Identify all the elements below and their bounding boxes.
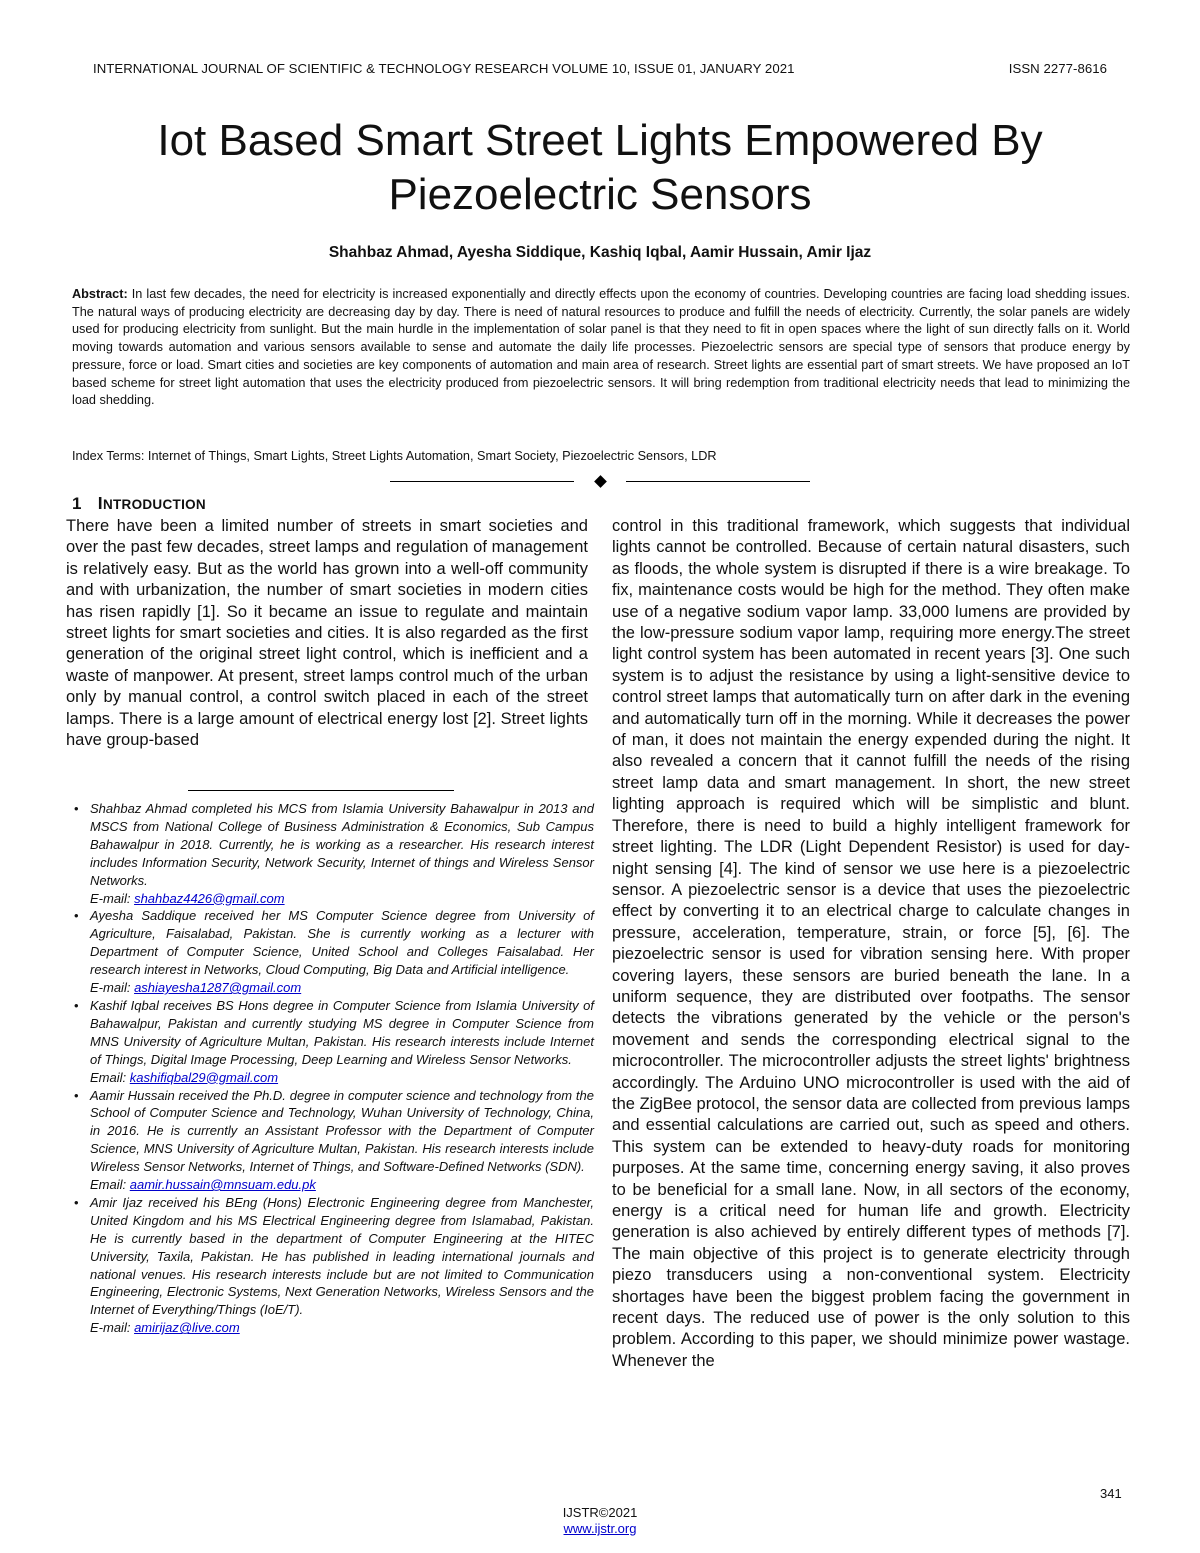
footnote-list <box>72 800 594 1337</box>
section-title-initial: I <box>97 493 103 513</box>
title-line-1: Iot Based Smart Street Lights Empowered By <box>157 116 1043 165</box>
section-title-rest: NTRODUCTION <box>102 497 206 512</box>
section-heading <box>72 493 206 514</box>
index-terms <box>72 449 1130 463</box>
author-list: Shahbaz Ahmad, Ayesha Siddique, Kashiq Iqbal, Aamir Hussain, Amir Ijaz <box>328 244 872 261</box>
bullet-icon: • <box>74 1194 79 1210</box>
bullet-icon: • <box>74 908 79 924</box>
page-number: 341 <box>1100 1486 1122 1501</box>
abstract-text: In last few decades, the need for electricity is increased exponentially and directly effects upon the economy of countries. Developing countries are facing load shedding issues. The natural ways of producing electricity are decreasing day by day. There is need of natural resources to produce and fulfill the needs of electricity. Currently, the solar panels are widely used for producing electricity from sunlight. But the main hurdle in the implementation of solar panel is that they need to fit in open spaces where the light of sun directly falls on it. World moving towards automation and various sensors available to sense and automate the daily life processes. Piezoelectric sensors are special type of sensors that produce energy by pressure, force or load. Smart cities and societies are key components of automation and main area of research. Street lights are essential part of smart streets. We have proposed an IoT based scheme for street light automation that uses the electricity produced from piezoelectric sensors. It will bring redemption from traditional electricity needs that lead to minimizing the load shedding. <box>72 287 1130 408</box>
email-label: Email: <box>90 1177 130 1193</box>
section-separator <box>390 471 810 491</box>
footer-website-link[interactable]: www.ijstr.org <box>563 1521 637 1536</box>
bullet-icon: • <box>74 1087 79 1103</box>
footnote-item <box>72 1194 594 1337</box>
footnote-text: Shahbaz Ahmad completed his MCS from Islamia University Bahawalpur in 2013 and MSCS from National College of Business Administration & Economics, Sub Campus Bahawalpur in 2018. Currently, he is working as a researcher. His research interest includes Information Security, Network Security, Internet of things and Wireless Sensor Networks. <box>90 801 594 888</box>
separator-line-left <box>390 481 574 482</box>
author-footnotes <box>72 800 594 1337</box>
footer-copyright: IJSTR©2021 <box>562 1505 638 1520</box>
footnote-text: Kashif Iqbal receives BS Hons degree in Computer Science from Islamia University of Bahawalpur, Pakistan and currently studying MS degree in Computer Science from MNS University of Agriculture Multan, Pakistan. His research interests include Internet of Things, Digital Image Processing, Deep Learning and Wireless Sensor Networks. <box>90 997 594 1067</box>
abstract-label: Abstract: <box>72 287 128 301</box>
footnote-item <box>72 907 594 997</box>
drop-cap: T <box>66 517 77 535</box>
left-column-text <box>66 516 588 751</box>
separator-line-right <box>626 481 810 482</box>
email-link[interactable]: shahbaz4426@gmail.com <box>134 890 285 906</box>
title-line-2: Piezoelectric Sensors <box>388 170 812 219</box>
bullet-icon: • <box>74 997 79 1013</box>
email-label: E-mail: <box>90 1320 135 1336</box>
intro-paragraph <box>66 516 588 751</box>
email-link[interactable]: ashiayesha1287@gmail.com <box>134 980 302 996</box>
index-terms-label: Index Terms <box>72 449 141 463</box>
diamond-icon <box>594 475 607 488</box>
email-link[interactable]: amirijaz@live.com <box>134 1320 240 1336</box>
running-header <box>93 61 1107 76</box>
continued-paragraph: control in this traditional framework, which suggests that individual lights cannot be controlled. Because of certain natural disasters, such as floods, the whole system is disrupted if there is a wire breakage. To fix, maintenance costs would be high for the method. They often make use of a negative sodium vapor lamp. 33,000 lumens are provided by the low-pressure sodium vapor lamp, requiring more energy.The street light control system has been automated in recent years [3]. One such system is to adjust the resistance by using a light-sensitive device to control street lamps that automatically turn on after dark in the evening and automatically turn off in the morning. While it decreases the power of man, it does not maintain the energy expended during the night. It also revealed a concern that it cannot fulfill the needs of the rising street lamp data and smart management. In short, the new street lighting approach is required which will be simplistic and blunt. Therefore, there is need to build a highly intelligent framework for street lighting. The LDR (Light Dependent Resistor) is used for day-night sensing [4]. The kind of sensor we use here is a piezoelectric sensor. A piezoelectric sensor is a device that uses the piezoelectric effect by converting it to an electrical charge to calculate changes in pressure, acceleration, temperature, strain, or force [5], [6]. The piezoelectric sensor is used for vibration sensing here. With proper covering layers, these sensors are buried beneath the lane. In a uniform sequence, they are distributed over footpaths. The sensor detects the vibrations generated by the vehicle or the person's movement and sends the corresponding electrical signal to the microcontroller. The microcontroller adjusts the street lights' brightness accordingly. The Arduino UNO microcontroller is used with the aid of the ZigBee protocol, the sensor data are collected from previous lamps and essential calculations are carried out, such as speed and others. This system can be extended to heavy-duty roads for monitoring purposes. At the same time, concerning energy saving, it also proves to be beneficial for a small lane. Now, in all sectors of the economy, energy is a critical need for human life and growth. Electricity generation is also achieved by entirely different types of methods [7]. The main objective of this project is to generate electricity through piezo transducers using a non-conventional system. Electricity shortages have been the biggest problem facing the government in recent days. The reduced use of power is the only solution to this problem. According to this paper, we should minimize power wastage. Whenever the <box>612 517 1130 1370</box>
journal-name: INTERNATIONAL JOURNAL OF SCIENTIFIC & TECHNOLOGY RESEARCH VOLUME 10, ISSUE 01, JANUARY 2021 <box>93 61 795 76</box>
issn: ISSN 2277-8616 <box>1008 61 1107 76</box>
footnote-text: Amir Ijaz received his BEng (Hons) Electronic Engineering degree from Manchester, United Kingdom and his MS Electrical Engineering degree from Islamabad, Pakistan. He is currently based in the department of Computer Engineering at the HITEC University, Taxila, Pakistan. He has published in leading international journals and national venues. His research interests include but are not limited to Communication Engineering, Electronic Systems, Next Generation Networks, Wireless Sensors and the Internet of Everything/Things (IoE/T). <box>90 1194 594 1318</box>
email-link[interactable]: kashifiqbal29@gmail.com <box>129 1069 279 1085</box>
paper-title <box>80 114 1120 222</box>
footnote-item <box>72 997 594 1087</box>
page-footer <box>400 1505 800 1537</box>
footnote-rule <box>188 790 454 791</box>
email-label: E-mail: <box>90 890 135 906</box>
right-column-text <box>612 516 1130 1372</box>
abstract <box>72 286 1130 410</box>
footnote-text: Ayesha Saddique received her MS Computer Science degree from University of Agriculture, Faisalabad, Pakistan. She is currently working as a lecturer with Department of Computer Science, United School and Colleges Faisalabad. Her research interest in Networks, Cloud Computing, Big Data and Artificial intelligence. <box>90 908 594 978</box>
index-terms-text: : Internet of Things, Smart Lights, Street Lights Automation, Smart Society, Piezoelectric Sensors, LDR <box>140 449 717 463</box>
section-number: 1 <box>72 494 82 513</box>
bullet-icon: • <box>74 801 79 816</box>
email-label: Email: <box>90 1069 130 1085</box>
intro-paragraph-text: here have been a limited number of streets in smart societies and over the past few decades, street lamps and regulation of management is relatively easy. But as the world has grown into a well-off community and with urbanization, the number of smart societies in modern cities has risen rapidly [1]. So it became an issue to regulate and maintain street lights for smart societies and cities. It is also regarded as the first generation of the original street light control, which is inefficient and a waste of manpower. At present, street lamps control much of the urban only by manual control, a control switch placed in each of the street lamps. There is a large amount of electrical energy lost [2]. Street lights have group-based <box>66 517 588 750</box>
footnote-text: Aamir Hussain received the Ph.D. degree in computer science and technology from the School of Computer Science and Technology, Wuhan University of Technology, China, in 2016. He is currently an Assistant Professor with the Department of Computer Science, MNS University of Agriculture Multan, Pakistan. His research interests include Wireless Sensor Networks, Internet of Things, and Software-Defined Networks (SDN). <box>90 1087 594 1175</box>
email-link[interactable]: aamir.hussain@mnsuam.edu.pk <box>129 1177 316 1193</box>
email-label: E-mail: <box>90 980 135 996</box>
footnote-item <box>72 800 594 907</box>
footnote-item <box>72 1087 594 1194</box>
